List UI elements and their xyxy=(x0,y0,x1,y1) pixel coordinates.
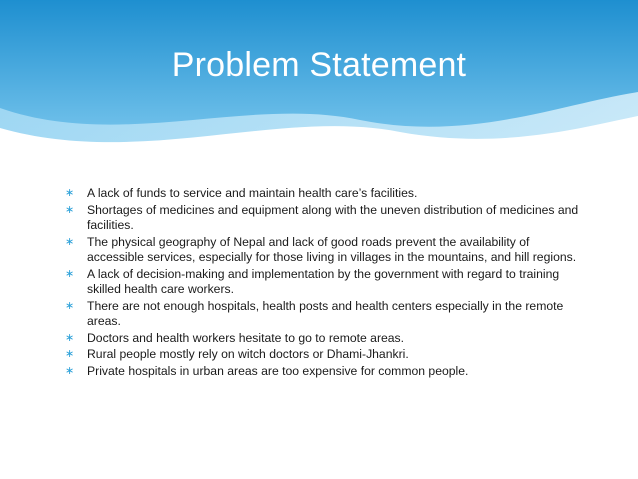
bullet-text: Rural people mostly rely on witch doctors or Dhami-Jhankri. xyxy=(87,347,409,361)
bullet-item xyxy=(64,186,584,202)
bullet-item xyxy=(64,235,584,266)
bullet-text: Shortages of medicines and equipment along with the uneven distribution of medicines and facilities. xyxy=(87,202,579,232)
asterisk-bullet-icon: ∗ xyxy=(65,299,75,312)
header-wave-graphic xyxy=(0,0,638,175)
bullet-text: The physical geography of Nepal and lack of good roads prevent the availability of accessible services, especially for those living in villages in the mountains, and hill regions. xyxy=(87,234,577,264)
bullet-text: A lack of decision-making and implementation by the government with regard to training skilled health care workers. xyxy=(87,266,560,296)
slide-header-banner xyxy=(0,0,638,175)
bullet-item xyxy=(64,364,584,380)
asterisk-bullet-icon: ∗ xyxy=(65,203,75,216)
bullet-item xyxy=(64,331,584,347)
slide-title: Problem Statement xyxy=(171,46,467,84)
bullet-text: Doctors and health workers hesitate to go to remote areas. xyxy=(87,330,405,345)
bullet-text: There are not enough hospitals, health posts and health centers especially in the remote areas. xyxy=(87,298,564,328)
bullet-list xyxy=(64,186,584,380)
bullet-item xyxy=(64,267,584,298)
asterisk-bullet-icon: ∗ xyxy=(65,235,75,248)
asterisk-bullet-icon: ∗ xyxy=(65,267,75,280)
asterisk-bullet-icon: ∗ xyxy=(65,187,75,199)
bullet-item xyxy=(64,203,584,234)
bullet-item xyxy=(64,347,584,363)
asterisk-bullet-icon: ∗ xyxy=(65,331,75,344)
bullet-text: Private hospitals in urban areas are too expensive for common people. xyxy=(87,363,469,378)
asterisk-bullet-icon: ∗ xyxy=(65,364,75,377)
bullet-item xyxy=(64,299,584,330)
bullet-text: A lack of funds to service and maintain health care’s facilities. xyxy=(87,186,418,200)
asterisk-bullet-icon: ∗ xyxy=(65,348,75,360)
